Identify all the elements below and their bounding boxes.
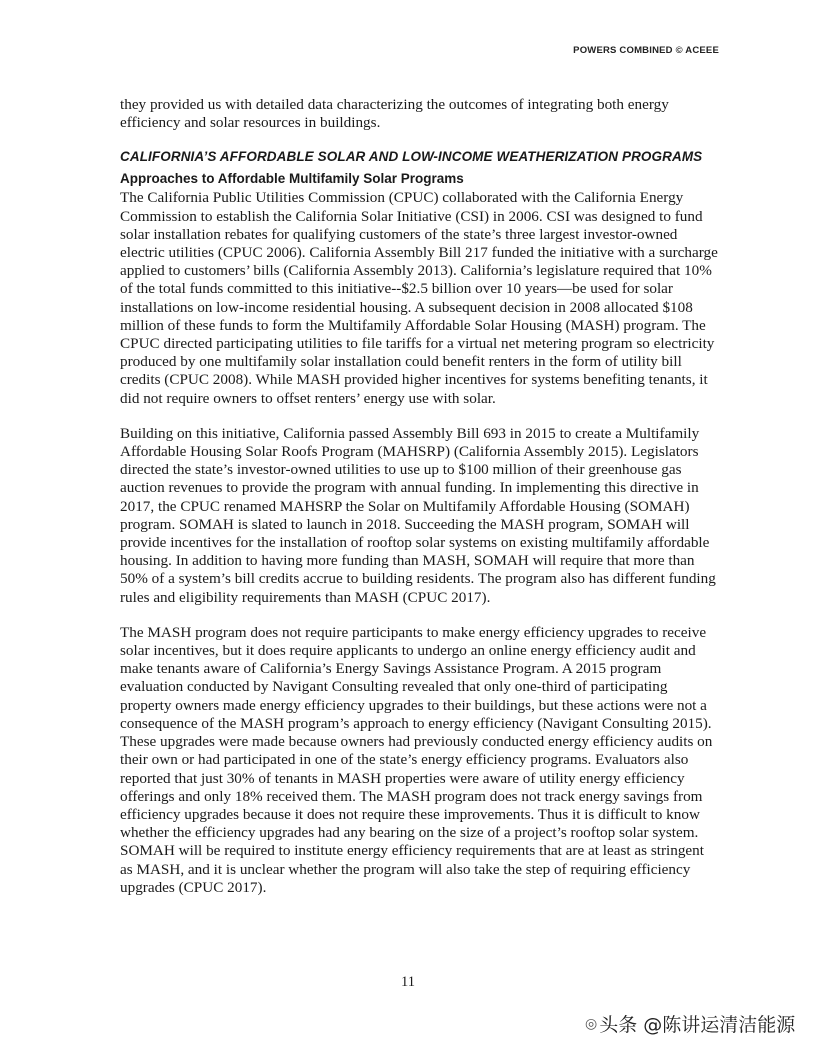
page-number: 11: [401, 974, 415, 990]
watermark-logo-icon: ◎: [585, 1015, 598, 1032]
document-body: [120, 96, 720, 897]
intro-paragraph: they provided us with detailed data characterizing the outcomes of integrating both energy efficiency and solar resources in buildings.: [120, 96, 669, 132]
running-header: POWERS COMBINED © ACEEE: [573, 45, 719, 56]
body-paragraph-csi: The California Public Utilities Commission (CPUC) collaborated with the California Energy Commission to establish the California Solar Initiative (CSI) in 2006. CSI was designed to fund solar installation rebates for qualifying customers of the state’s three largest investor-owned electric utilities (CPUC 2006). California Assembly Bill 217 funded the initiative with a surcharge applied to customers’ bills (California Assembly 2013). California’s legislature required that 10% of the total funds committed to this initiative--$2.5 billion over 10 years—be used for solar installations on low-income residential housing. A subsequent decision in 2008 allocated $108 million of these funds to form the Multifamily Affordable Solar Housing (MASH) program. The CPUC directed participating utilities to file tariffs for a virtual net metering program so electricity produced by one multifamily solar installation could benefit renters in the form of utility bill credits (CPUC 2008). While MASH provided higher incentives for systems benefiting tenants, it did not require owners to offset renters’ energy use with solar.: [120, 189, 718, 407]
body-paragraph-mash-efficiency: The MASH program does not require participants to make energy efficiency upgrades to receive solar incentives, but it does require applicants to undergo an online energy efficiency audit and make tenants aware of California’s Energy Savings Assistance Program. A 2015 program evaluation conducted by Navigant Consulting revealed that only one-third of participating property owners made energy efficiency upgrades to their buildings, but these actions were not a consequence of the MASH program’s approach to energy efficiency (Navigant Consulting 2015). These upgrades were made because owners had previously conducted energy efficiency audits on their own or had participated in one of the state’s energy efficiency programs. Evaluators also reported that just 30% of tenants in MASH properties were aware of utility energy efficiency offerings and only 18% received them. The MASH program does not track energy savings from efficiency upgrades because it does not require these improvements. Thus it is difficult to know whether the efficiency upgrades had any bearing on the size of a project’s rooftop solar system. SOMAH will be required to institute energy efficiency requirements that are at least as stringent as MASH, and it is unclear whether the program will also take the step of requiring efficiency upgrades (CPUC 2017).: [120, 623, 713, 896]
source-watermark: [585, 1010, 795, 1037]
watermark-text: 头条 @陈讲运清洁能源: [599, 1014, 796, 1036]
section-subheading: Approaches to Affordable Multifamily Solar Programs: [120, 171, 464, 187]
section-heading: CALIFORNIA’S AFFORDABLE SOLAR AND LOW-INCOME WEATHERIZATION PROGRAMS: [120, 149, 703, 165]
body-paragraph-somah: Building on this initiative, California passed Assembly Bill 693 in 2015 to create a Multifamily Affordable Housing Solar Roofs Program (MAHSRP) (California Assembly 2015). Legislators directed the state’s investor-owned utilities to use up to $100 million of their greenhouse gas auction revenues to provide the program with annual funding. In implementing this directive in 2017, the CPUC renamed MAHSRP the Solar on Multifamily Affordable Housing (SOMAH) program. SOMAH is slated to launch in 2018. Succeeding the MASH program, SOMAH will provide incentives for the installation of rooftop solar systems on existing multifamily affordable housing. In addition to having more funding than MASH, SOMAH will require that more than 50% of a system’s bill credits accrue to building residents. The program also has different funding rules and eligibility requirements than MASH (CPUC 2017).: [120, 424, 716, 606]
